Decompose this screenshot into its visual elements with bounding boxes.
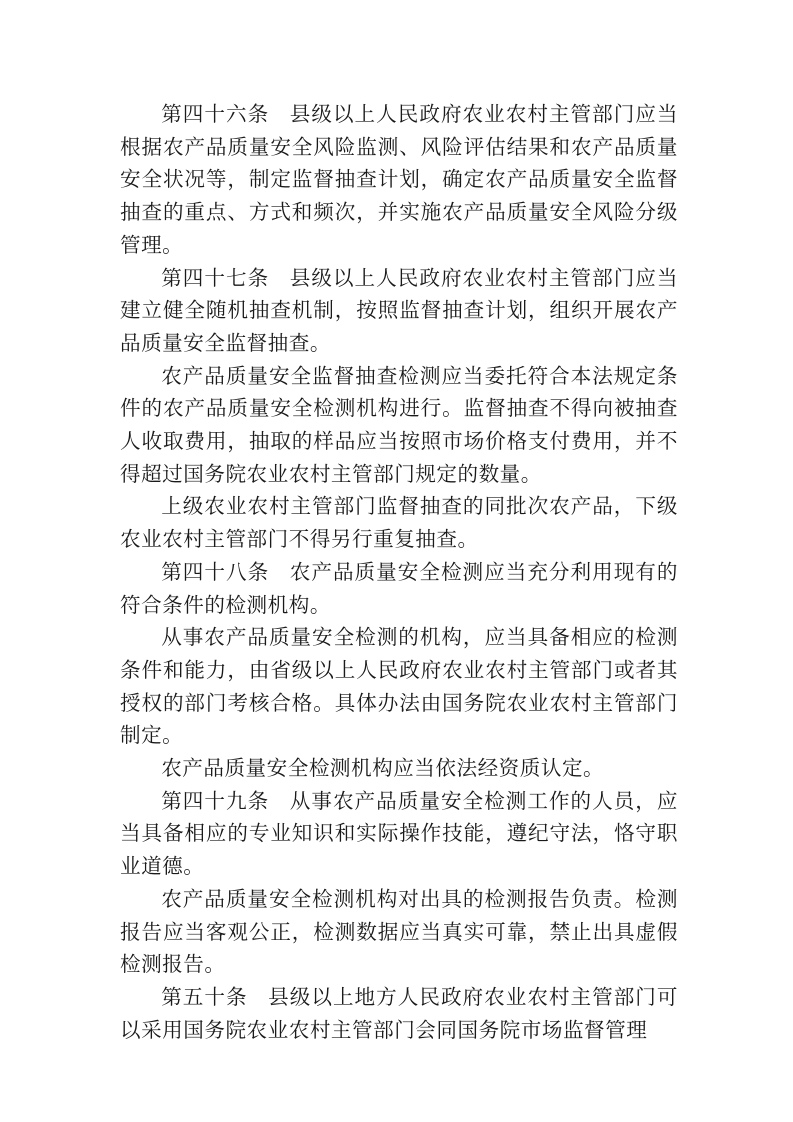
paragraph-article-50 — [120, 981, 678, 1046]
paragraph-article-49 — [120, 785, 678, 883]
article-number: 第四十六条 — [161, 102, 270, 126]
paragraph — [120, 360, 678, 491]
paragraph — [120, 883, 678, 981]
article-number: 第四十九条 — [161, 788, 270, 813]
paragraph — [120, 752, 678, 785]
document-body — [120, 98, 678, 1046]
paragraph-text: 县级以上地方人民政府农业农村主管部门可以采用国务院农业农村主管部门会同国务院市场监督管理 — [120, 984, 679, 1042]
paragraph — [120, 621, 678, 752]
paragraph-text: 上级农业农村主管部门监督抽查的同批次农产品，下级农业农村主管部门不得另行重复抽查。 — [120, 494, 678, 552]
paragraph-text: 农产品质量安全监督抽查检测应当委托符合本法规定条件的农产品质量安全检测机构进行。监督抽查不得向被抽查人收取费用，抽取的样品应当按照市场价格支付费用，并不得超过国务院农业农村主管部门规定的数量。 — [120, 363, 678, 486]
paragraph — [120, 490, 678, 555]
paragraph-article-46 — [120, 98, 678, 262]
article-number: 第四十八条 — [161, 559, 270, 584]
article-number: 第四十七条 — [161, 265, 270, 290]
paragraph-text: 县级以上人民政府农业农村主管部门应当建立健全随机抽查机制，按照监督抽查计划，组织开展农产品质量安全监督抽查。 — [120, 265, 678, 355]
paragraph-text: 农产品质量安全检测机构应当依法经资质认定。 — [161, 756, 605, 781]
paragraph-text: 县级以上人民政府农业农村主管部门应当根据农产品质量安全风险监测、风险评估结果和农产品质量安全状况等，制定监督抽查计划，确定农产品质量安全监督抽查的重点、方式和频次，并实施农产品质量安全风险分级管理。 — [120, 102, 678, 257]
paragraph-text: 农产品质量安全检测应当充分利用现有的符合条件的检测机构。 — [120, 559, 678, 617]
paragraph-article-47 — [120, 262, 678, 360]
paragraph-text: 从事农产品质量安全检测工作的人员，应当具备相应的专业知识和实际操作技能，遵纪守法，恪守职业道德。 — [120, 788, 678, 879]
paragraph-text: 从事农产品质量安全检测的机构，应当具备相应的检测条件和能力，由省级以上人民政府农业农村主管部门或者其授权的部门考核合格。具体办法由国务院农业农村主管部门制定。 — [120, 625, 678, 748]
paragraph-article-48 — [120, 556, 678, 621]
article-number: 第五十条 — [161, 984, 248, 1009]
paragraph-text: 农产品质量安全检测机构对出具的检测报告负责。检测报告应当客观公正，检测数据应当真实可靠，禁止出具虚假检测报告。 — [120, 886, 678, 977]
